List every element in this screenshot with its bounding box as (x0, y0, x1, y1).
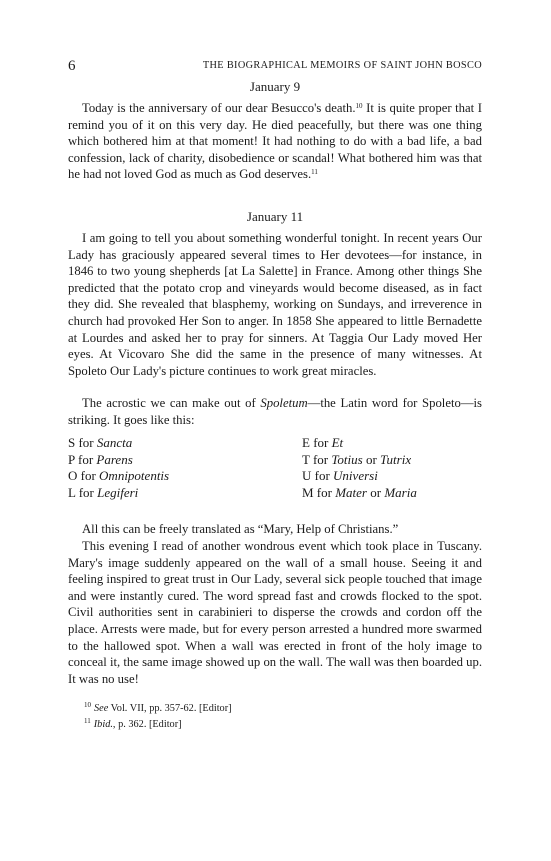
acrostic-row (68, 452, 169, 469)
running-head: THE BIOGRAPHICAL MEMOIRS OF SAINT JOHN BOSCO (202, 60, 482, 71)
acrostic-letter: U for (302, 468, 334, 484)
paragraph-besucco (68, 100, 482, 183)
footnote-mark: 10 (84, 701, 91, 709)
acrostic-alt-word: Maria (384, 484, 417, 500)
paragraph-tuscany: This evening I read of another wondrous event which took place in Tuscany. Mary's image suddenly appeared on the wall of a small house. Seeing it and feeling inspired to great trust in Our Lady, several sick people touched that image and were instantly cured. The word spread fast and crowds flocked to the spot. Civil authorities sent in carabinieri to disperse the crowds and cordon off the place. Arrests were made, but for every person arrested a hundred more swarmed to the hallowed spot. When a wall was erected in front of the holy image to conceal it, the same image showed up on the wall. The wall was then boarded up. It was no use! (68, 539, 482, 686)
acrostic-word: Mater (335, 484, 367, 500)
acrostic-row (68, 468, 169, 485)
footnote-italic: Ibid. (93, 719, 113, 730)
acrostic-row (302, 468, 417, 485)
acrostic-row (302, 435, 417, 452)
latin-word: Spoletum (260, 396, 308, 410)
page-number: 6 (68, 58, 76, 74)
entry-heading-january-9: January 9 (249, 79, 301, 94)
footnotes (84, 699, 482, 731)
paragraph-text: Today is the anniversary of our dear Besucco's death. (82, 101, 356, 115)
acrostic-right-column (302, 435, 417, 501)
footnote (84, 715, 482, 731)
acrostic-word: Omnipotentis (99, 468, 170, 484)
acrostic-word: Sancta (96, 435, 133, 450)
acrostic-row (302, 452, 417, 469)
paragraph-text: —the Latin word for Spoleto—is striking. It goes like this: (68, 396, 482, 427)
paragraph-acrostic-intro (68, 395, 482, 428)
acrostic-row (68, 485, 169, 502)
acrostic-letter: P for (68, 451, 97, 467)
entry-heading-january-11: January 11 (246, 209, 304, 224)
acrostic-letter: T for (302, 451, 332, 467)
acrostic-word: Et (331, 435, 344, 450)
acrostic-left-column (68, 435, 169, 501)
footnote (84, 699, 482, 715)
paragraph-translation: All this can be freely translated as “Mary, Help of Christians.” (82, 522, 399, 536)
acrostic-row (68, 435, 169, 452)
footnote-ref: 10 (355, 102, 363, 110)
acrostic-word: Totius (331, 451, 363, 467)
acrostic-letter: L for (68, 484, 98, 500)
paragraph-apparitions: I am going to tell you about something wonderful tonight. In recent years Our Lady has graciously appeared several times to Her devotees—for instance, in 1846 to two young shepherds [at La Salette] in France. Among other things She predicted that the potato crop and vineyards would become diseased, as in fact they did. She revealed that blasphemy, working on Sundays, and irreverence in church had provoked Her Son to anger. In 1858 She appeared to little Bernadette at Lourdes and asked her to pray for sinners. At Taggia Our Lady moved Her eyes. At Vicovaro She did the same in the presence of many witnesses. At Spoleto Our Lady's picture continues to work great miracles. (68, 231, 482, 378)
footnote-italic: See (94, 703, 109, 714)
acrostic-word: Legiferi (97, 484, 139, 500)
acrostic-alt-word: Tutrix (380, 451, 412, 467)
acrostic-letter: S for (68, 435, 97, 450)
acrostic-joiner: or (362, 451, 381, 467)
acrostic-letter: E for (302, 435, 332, 450)
page-header (68, 58, 482, 74)
footnote-mark: 11 (84, 717, 91, 725)
acrostic-word: Parens (96, 451, 133, 467)
footnote-text: , p. 362. [Editor] (112, 719, 182, 730)
acrostic-letter: O for (68, 468, 100, 484)
footnote-ref: 11 (311, 168, 318, 177)
footnote-text: Vol. VII, pp. 357-62. [Editor] (108, 703, 232, 714)
acrostic-letter: M for (302, 484, 336, 500)
acrostic-row (302, 485, 417, 502)
paragraph-text: It is quite proper that I remind you of it on this very day. He died peacefully, but there was one thing which bothered him at that moment! It had nothing to do with a bad life, a bad confession, lack of charity, disobedience or scandal! What bothered him was that he had not loved God as much as God deserves. (68, 101, 482, 182)
acrostic-joiner: or (367, 484, 385, 500)
paragraph-text: The acrostic we can make out of (82, 396, 261, 410)
acrostic-word: Universi (333, 468, 378, 484)
